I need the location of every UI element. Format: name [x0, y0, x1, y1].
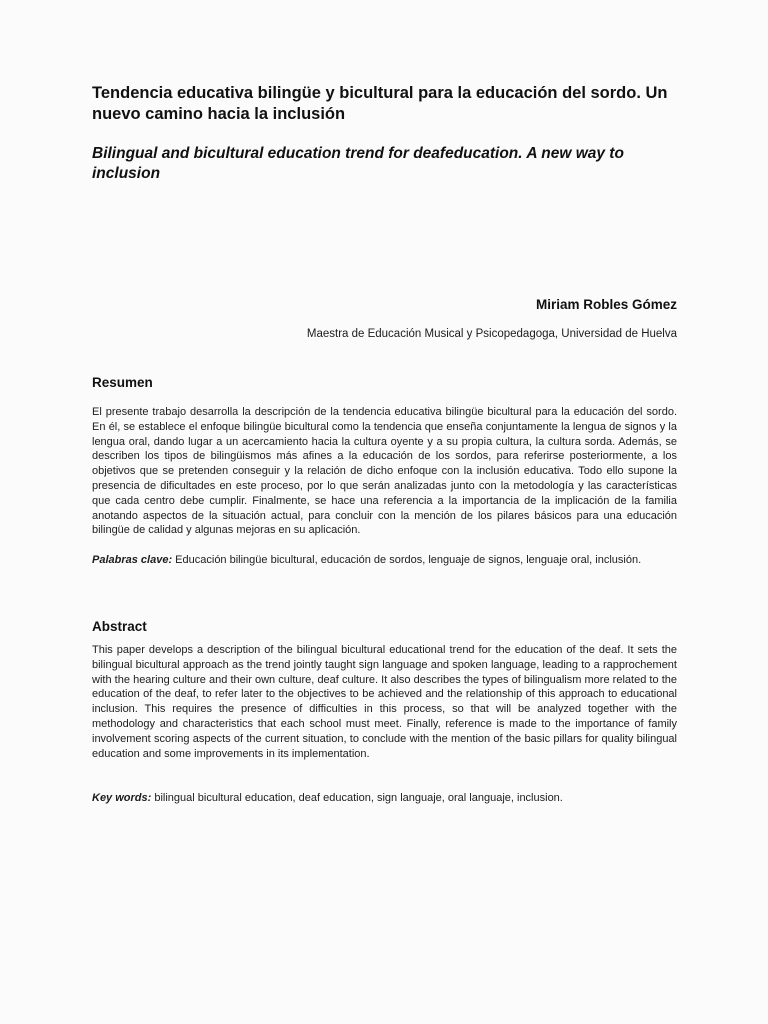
title-english: Bilingual and bicultural education trend for deafeducation. A new way to inclusion [92, 145, 624, 182]
resumen-heading: Resumen [92, 375, 153, 390]
author-affiliation: Maestra de Educación Musical y Psicopedagoga, Universidad de Huelva [306, 328, 677, 340]
resumen-body: El presente trabajo desarrolla la descripción de la tendencia educativa bilingüe bicultural para la educación del sordo. En él, se establece el enfoque bilingüe bicultural como la tendencia que enseña conjuntamente la lengua de signos y la lengua oral, dando lugar a un acercamiento hacia la cultura oyente y a su propia cultura, la cultura sorda. Además, se describen los tipos de bilingüismos más afines a la educación de los sordos, para referirse posteriormente, a los objetivos que se pretenden conseguir y la relación de dicho enfoque con la inclusión educativa. Todo ello supone la presencia de dificultades en este proceso, por lo que serán analizadas junto con la metodología y las características que cada centro debe cumplir. Finalmente, se hace una referencia a la importancia de la implicación de la familia anotando aspectos de la situación actual, para concluir con la mención de los pilares básicos para una educación bilingüe de calidad y algunas mejoras en su aplicación. [92, 406, 677, 537]
title-spanish: Tendencia educativa bilingüe y bicultural para la educación del sordo. Un nuevo camino hacia la inclusión [92, 84, 668, 123]
abstract-keywords-label: Key words: [92, 792, 152, 804]
abstract-keywords [92, 791, 677, 806]
abstract-body: This paper develops a description of the bilingual bicultural educational trend for the education of the deaf. It sets the bilingual bicultural approach as the trend jointly taught sign language and spoken language, leading to a rapprochement with the hearing culture and their own culture, deaf culture. It also describes the types of bilingualism more related to the education of the deaf, to refer later to the objectives to be achieved and the relationship of this approach to educational inclusion. This requires the presence of difficulties in this process, so that will be analyzed together with the methodology and characteristics that each school must meet. Finally, reference is made to the importance of family involvement scoring aspects of the current situation, to conclude with the mention of the basic pillars for quality bilingual education and some improvements in its implementation. [92, 644, 677, 760]
resumen-keywords-label: Palabras clave: [92, 554, 173, 566]
resumen-keywords-text: Educación bilingüe bicultural, educación de sordos, lenguaje de signos, lenguaje oral, inclusión. [172, 554, 642, 566]
author-name: Miriam Robles Gómez [535, 297, 677, 312]
abstract-keywords-text: bilingual bicultural education, deaf education, sign languaje, oral languaje, inclusion. [151, 792, 563, 804]
resumen-keywords [92, 553, 677, 568]
abstract-heading: Abstract [92, 619, 147, 634]
